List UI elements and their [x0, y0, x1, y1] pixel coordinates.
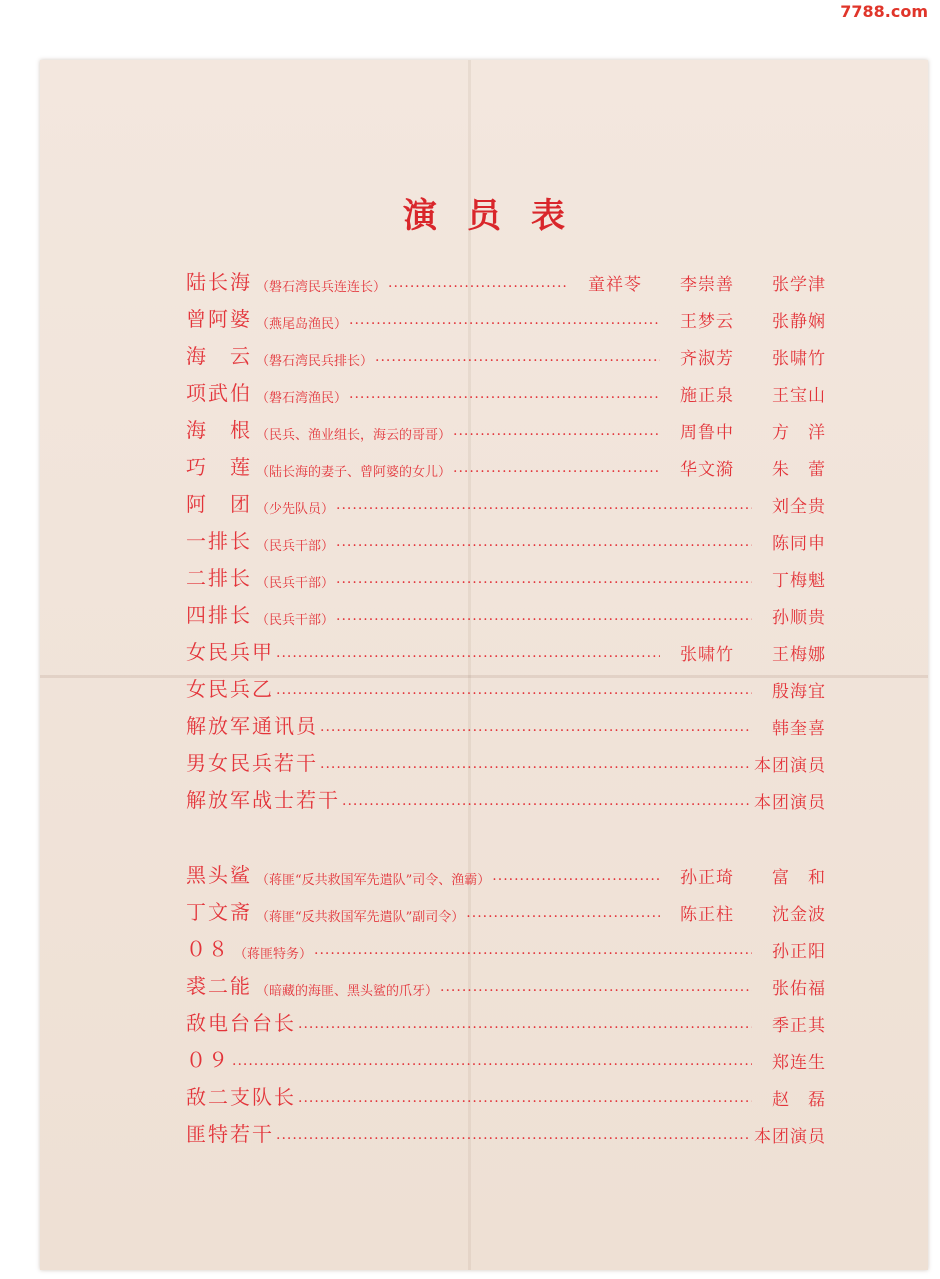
dot-leader: [276, 1127, 750, 1143]
actor-list: [754, 751, 826, 776]
role-description: （磐石湾渔民）: [256, 391, 348, 406]
role-name: 裘二能: [186, 974, 252, 998]
role-name: 匪特若干: [186, 1122, 274, 1146]
role-description: （民兵干部）: [256, 576, 335, 591]
role-name: 海 云: [186, 344, 252, 368]
role-description: （蒋匪“反共救国军先遣队”副司令）: [256, 910, 465, 925]
actor-name: 沈金波: [772, 905, 826, 925]
role-name: 阿 团: [186, 492, 252, 516]
actor-name: 孙顺贵: [772, 608, 826, 628]
role-description: （燕尾岛渔民）: [256, 317, 348, 332]
dot-leader: [440, 979, 752, 995]
actor-list: [754, 788, 826, 813]
dot-leader: [453, 460, 660, 476]
role-name: ０８: [186, 937, 230, 961]
dot-leader: [320, 756, 750, 772]
actor-list: [664, 307, 826, 332]
actor-list: [756, 974, 826, 999]
actor-name: 施正泉: [680, 386, 734, 406]
role-name: 二排长: [186, 566, 252, 590]
cast-row: [186, 628, 826, 665]
actor-list: [664, 863, 826, 888]
cast-row: [186, 1110, 826, 1147]
role-name: 丁文斋: [186, 900, 252, 924]
actor-list: [756, 1048, 826, 1073]
role-description: （蒋匪特务）: [234, 947, 313, 962]
cast-row: [186, 443, 826, 480]
cast-row: [186, 1073, 826, 1110]
actor-name: 陈同申: [772, 534, 826, 554]
group-gap: [186, 813, 826, 851]
cast-row: [186, 369, 826, 406]
actor-list: [664, 640, 826, 665]
cast-row: [186, 480, 826, 517]
actor-list: [756, 937, 826, 962]
role-description: （蒋匪“反共救国军先遣队”司令、渔霸）: [256, 873, 491, 888]
actor-list: [664, 381, 826, 406]
actor-name: 丁梅魁: [772, 571, 826, 591]
actor-name: 赵 磊: [772, 1090, 826, 1110]
role-name: 敌二支队长: [186, 1085, 296, 1109]
cast-list-sheet: [40, 60, 928, 1270]
actor-name: 张静娴: [772, 312, 826, 332]
cast-row: [186, 739, 826, 776]
role-name: 女民兵甲: [186, 640, 274, 664]
cast-row: [186, 406, 826, 443]
actor-name: 周鲁中: [680, 423, 734, 443]
role-name: 男女民兵若干: [186, 751, 318, 775]
actor-name: 王梦云: [680, 312, 734, 332]
dot-leader: [314, 942, 752, 958]
dot-leader: [388, 275, 568, 291]
dot-leader: [336, 571, 752, 587]
dot-leader: [349, 312, 660, 328]
cast-row: [186, 776, 826, 813]
actor-name: 孙正阳: [772, 942, 826, 962]
role-name: 黑头鲨: [186, 863, 252, 887]
actor-name: 张学津: [772, 275, 826, 295]
cast-row: [186, 702, 826, 739]
actor-name: 张啸竹: [680, 645, 734, 665]
actor-name: 本团演员: [754, 1127, 826, 1147]
cast-group-villains: [186, 851, 826, 1147]
actor-name: 韩奎喜: [772, 719, 826, 739]
role-description: （暗藏的海匪、黑头鲨的爪牙）: [256, 984, 439, 999]
role-description: （民兵、渔业组长，海云的哥哥）: [256, 428, 452, 443]
dot-leader: [492, 868, 660, 884]
actor-list: [664, 455, 826, 480]
dot-leader: [320, 719, 752, 735]
role-description: （民兵干部）: [256, 613, 335, 628]
actor-name: 郑连生: [772, 1053, 826, 1073]
role-name: 解放军通讯员: [186, 714, 318, 738]
dot-leader: [453, 423, 660, 439]
page-title: 演员表: [403, 196, 595, 236]
actor-name: 孙正琦: [680, 868, 734, 888]
actor-list: [572, 270, 826, 295]
actor-name: 本团演员: [754, 793, 826, 813]
actor-name: 本团演员: [754, 756, 826, 776]
actor-list: [664, 900, 826, 925]
actor-name: 张佑福: [772, 979, 826, 999]
watermark-text: 7788.com: [840, 2, 928, 21]
actor-name: 童祥苓: [588, 275, 642, 295]
role-name: ０９: [186, 1048, 230, 1072]
cast-row: [186, 258, 826, 295]
actor-list: [756, 714, 826, 739]
role-name: 一排长: [186, 529, 252, 553]
role-name: 四排长: [186, 603, 252, 627]
site-watermark: [840, 2, 928, 21]
role-name: 解放军战士若干: [186, 788, 340, 812]
actor-list: [756, 677, 826, 702]
role-name: 陆长海: [186, 270, 252, 294]
dot-leader: [375, 349, 660, 365]
role-name: 项武伯: [186, 381, 252, 405]
dot-leader: [276, 645, 660, 661]
dot-leader: [276, 682, 752, 698]
actor-name: 陈正柱: [680, 905, 734, 925]
actor-list: [756, 1011, 826, 1036]
actor-list: [664, 344, 826, 369]
actor-list: [664, 418, 826, 443]
cast-row: [186, 554, 826, 591]
dot-leader: [349, 386, 660, 402]
actor-list: [754, 1122, 826, 1147]
cast-row: [186, 851, 826, 888]
actor-name: 华文漪: [680, 460, 734, 480]
cast-row: [186, 517, 826, 554]
role-description: （磐石湾民兵排长）: [256, 354, 374, 369]
actor-name: 刘全贵: [772, 497, 826, 517]
actor-list: [756, 529, 826, 554]
actor-list: [756, 1085, 826, 1110]
dot-leader: [336, 608, 752, 624]
actor-list: [756, 566, 826, 591]
actor-name: 齐淑芳: [680, 349, 734, 369]
dot-leader: [466, 905, 660, 921]
cast-row: [186, 1036, 826, 1073]
dot-leader: [298, 1016, 752, 1032]
dot-leader: [232, 1053, 752, 1069]
cast-group-heroes: [186, 258, 826, 813]
role-name: 海 根: [186, 418, 252, 442]
role-description: （陆长海的妻子、曾阿婆的女儿）: [256, 465, 452, 480]
dot-leader: [336, 534, 752, 550]
cast-row: [186, 925, 826, 962]
cast-row: [186, 295, 826, 332]
actor-name: 王宝山: [772, 386, 826, 406]
role-description: （磐石湾民兵连连长）: [256, 280, 387, 295]
actor-name: 富 和: [772, 868, 826, 888]
actor-name: 季正其: [772, 1016, 826, 1036]
actor-name: 方 洋: [772, 423, 826, 443]
actor-name: 李崇善: [680, 275, 734, 295]
role-name: 女民兵乙: [186, 677, 274, 701]
role-description: （民兵干部）: [256, 539, 335, 554]
cast-row: [186, 999, 826, 1036]
actor-name: 殷海宜: [772, 682, 826, 702]
actor-list: [756, 492, 826, 517]
actor-name: 王梅娜: [772, 645, 826, 665]
actor-name: 朱 蕾: [772, 460, 826, 480]
role-description: （少先队员）: [256, 502, 335, 517]
role-name: 敌电台台长: [186, 1011, 296, 1035]
actor-list: [756, 603, 826, 628]
cast-row: [186, 332, 826, 369]
dot-leader: [298, 1090, 752, 1106]
role-name: 曾阿婆: [186, 307, 252, 331]
dot-leader: [336, 497, 752, 513]
role-name: 巧 莲: [186, 455, 252, 479]
actor-name: 张啸竹: [772, 349, 826, 369]
cast-row: [186, 665, 826, 702]
cast-row: [186, 591, 826, 628]
cast-list: [186, 258, 826, 1147]
dot-leader: [342, 793, 750, 809]
cast-row: [186, 962, 826, 999]
cast-row: [186, 888, 826, 925]
